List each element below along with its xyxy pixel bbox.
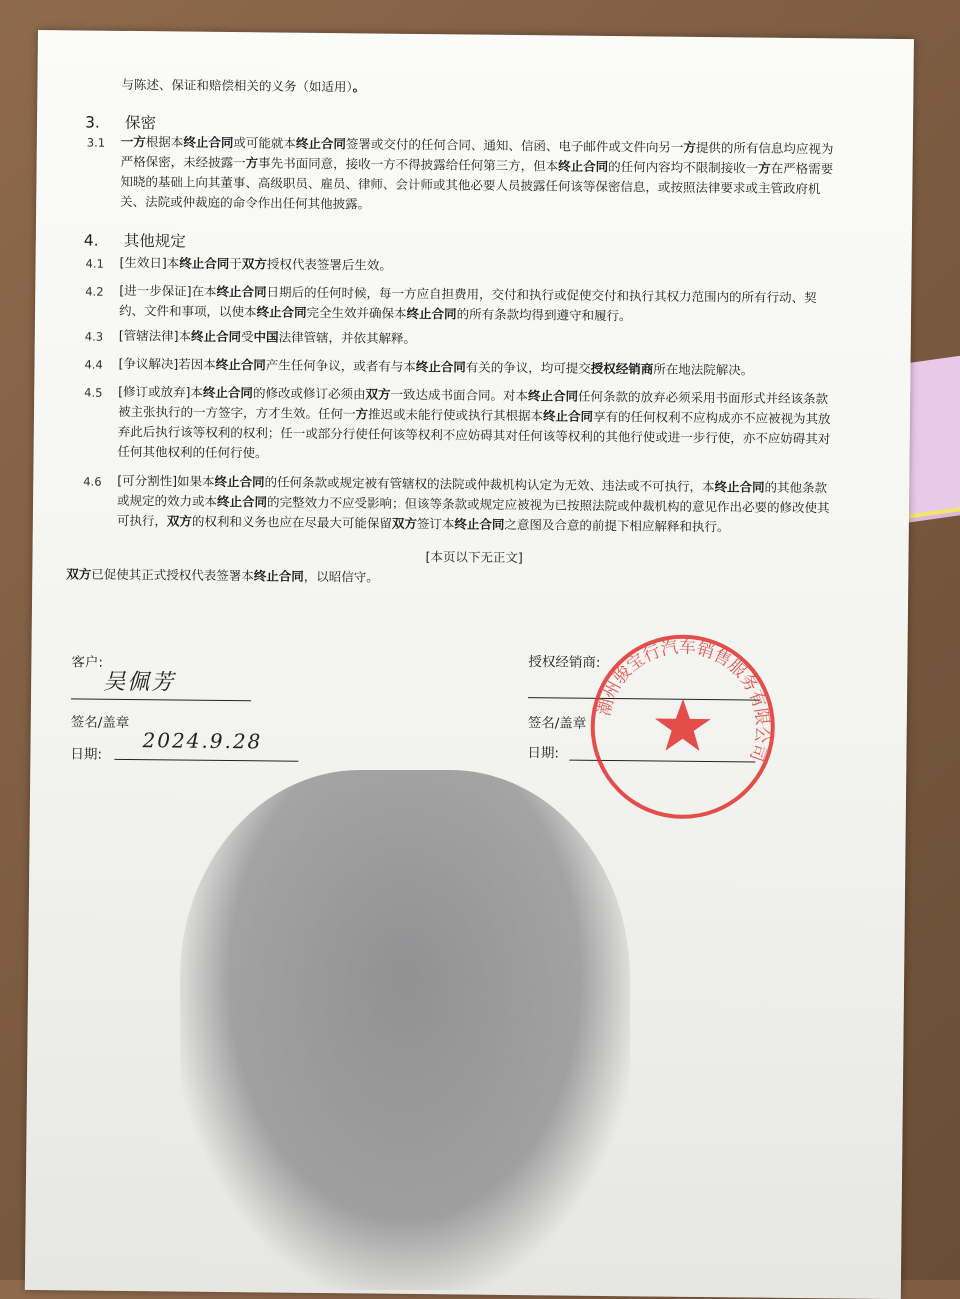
bold-term: 终止合同 — [454, 516, 504, 532]
text-segment: [可分割性]如果本 — [117, 473, 214, 489]
customer-sign-label: 签名/盖章 — [71, 710, 130, 731]
text-segment: 享有的任何权利不应构成亦不应被视为其放 — [593, 409, 831, 426]
clause-3-1-number: 3.1 — [87, 136, 105, 150]
intro-line — [121, 75, 365, 98]
section-3-heading — [85, 110, 156, 133]
section-3-title: 保密 — [125, 114, 156, 132]
text-segment: [争议解决]若因本 — [118, 356, 215, 372]
text-segment: 弃此后执行该等权利的权利；任一或部分行使任何该等权利不应妨碍其对任何该等权利的其他行使或进一步行使，亦不应妨碍其对 — [118, 424, 831, 446]
text-segment: 的权利和义务也应在尽最大可能保留 — [192, 514, 392, 531]
bold-term: 终止合同 — [714, 479, 764, 495]
clause-text — [119, 253, 392, 276]
bold-term: 终止合同 — [543, 408, 593, 424]
text-segment: 的任何条款或规定被有管辖权的法院或仲裁机构认定为无效、违法或不可执行，本 — [264, 474, 714, 494]
section-3-number: 3. — [85, 113, 125, 131]
bold-term: 方 — [246, 155, 259, 170]
bold-term: 方 — [758, 161, 771, 176]
text-segment: 之意图及合意的前提下相应解释和执行。 — [504, 517, 729, 534]
clause-line — [118, 354, 753, 381]
bold-term: 双方 — [365, 386, 390, 401]
clause-number: 4.5 — [84, 386, 102, 400]
text-segment: [进一步保证]在本 — [119, 283, 216, 299]
clause-number: 4.1 — [85, 257, 103, 271]
dealer-label: 授权经销商: — [528, 650, 600, 671]
bold-term: 授权经销商 — [591, 361, 654, 377]
customer-date-line — [114, 759, 298, 762]
text-segment: 产生任何争议，或者有与本 — [266, 357, 416, 374]
text-segment: 授权代表签署后生效。 — [267, 256, 392, 272]
witness-line — [66, 564, 379, 587]
customer-label: 客户: — [71, 650, 103, 670]
bold-term: 终止合同 — [179, 255, 229, 271]
text-segment: 有关的争议，均可提交 — [466, 359, 591, 375]
clause-text — [117, 471, 830, 538]
bold-term: 终止合同 — [216, 284, 266, 300]
customer-signature: 吴佩芳 — [103, 665, 175, 697]
section-4-number: 4. — [84, 231, 124, 249]
text-segment: 于 — [229, 256, 242, 271]
stamp-lettering: 潮州骏宝行汽车销售服务有限公司 — [594, 637, 773, 764]
text-segment: 完全生效并确保本 — [307, 305, 407, 321]
bold-term: 终止合同 — [407, 306, 457, 322]
bold-term: 终止合同 — [416, 359, 466, 375]
text-segment: 提供的所有信息均应视为 — [696, 140, 834, 156]
text-segment: 根据本 — [146, 134, 184, 149]
text-segment: 的完整效力不应受影响；但该等条款或规定应被视为已按照法院或仲裁机构的意见作出必要的修改使其 — [267, 494, 830, 515]
text-segment: 的任何内容均不限制接收一 — [608, 159, 758, 176]
text-segment: [生效日]本 — [119, 255, 179, 271]
text-segment: 或规定的效力或本 — [117, 493, 217, 509]
text-segment: 任何条款的放弃必须采用书面形式并经该条款 — [578, 389, 828, 407]
text-segment: 或可能就本 — [233, 135, 296, 151]
clause-text — [117, 382, 830, 469]
customer-date-value: 2024.9.28 — [142, 728, 262, 753]
text-segment: [管辖法律]本 — [119, 328, 191, 344]
text-segment: 在严格需要 — [771, 161, 834, 177]
dealer-date-label: 日期: — [527, 741, 559, 761]
clause-number: 4.4 — [84, 358, 102, 372]
customer-date-label: 日期: — [70, 742, 102, 762]
customer-signature-line — [71, 698, 251, 701]
bold-term: 一方 — [121, 134, 146, 149]
text-segment: 签署或交付的任何合同、通知、信函、电子邮件或文件向另一 — [346, 136, 684, 155]
text-segment: 事先书面同意，接收一方不得披露给任何第三方，但本 — [258, 155, 558, 173]
text-segment: 知晓的基础上向其董事、高级职员、雇员、律师、会计师或其他必要人员披露任何该等保密信息，或按照法律要求或主管政府机 — [120, 174, 820, 196]
text-segment: 日期后的任何时候，每一方应自担费用，交付和执行或促使交付和执行其权力范围内的所有行动、契 — [266, 284, 816, 305]
clause-text — [119, 281, 817, 328]
text-segment: ，以昭信守。 — [304, 569, 379, 585]
intro-text: 与陈述、保证和赔偿相关的义务（如适用） — [121, 77, 352, 94]
text-segment: 被主张执行的一方签字，方才生效。任何一 — [118, 404, 356, 421]
text-segment: 可执行， — [117, 513, 167, 529]
bold-term: 终止合同 — [217, 494, 267, 510]
hand-shadow — [180, 770, 630, 1290]
page-end-note: [本页以下无正文] — [425, 547, 522, 568]
text-segment: 法律管辖，并依其解释。 — [279, 330, 417, 346]
text-segment: 关、法院或仲裁庭的命令作出任何其他披露。 — [120, 194, 370, 212]
text-segment: 已促使其正式授权代表签署本 — [91, 567, 254, 584]
text-segment: 的修改或修订必须由 — [253, 385, 366, 401]
bold-term: 终止合同 — [528, 388, 578, 404]
text-segment: 任何其他权利的任何行使。 — [118, 444, 268, 461]
bold-term: 终止合同 — [183, 135, 233, 151]
text-segment: 推迟或未能行使或执行其根据本 — [368, 406, 543, 423]
text-segment: 一致达成书面合同。对本 — [390, 387, 528, 403]
bold-term: 终止合同 — [296, 136, 346, 152]
intro-period: 。 — [353, 79, 366, 94]
text-segment: 严格保密，未经披露一 — [121, 154, 246, 170]
clause-text — [118, 354, 753, 381]
clause-number: 4.3 — [85, 330, 103, 344]
bold-term: 双方 — [167, 513, 192, 528]
bold-term: 双方 — [392, 516, 417, 531]
clause-number: 4.6 — [83, 474, 101, 488]
bold-term: 终止合同 — [216, 357, 266, 373]
section-4-heading — [84, 228, 186, 251]
clause-line — [119, 326, 417, 349]
bold-term: 双方 — [242, 256, 267, 271]
text-segment: 签订本 — [417, 516, 455, 531]
clause-number: 4.2 — [85, 285, 103, 299]
text-segment: 约、文件和事项，以使本 — [119, 303, 257, 319]
clause-text — [119, 326, 417, 349]
text-segment: 的所有条款均得到遵守和履行。 — [457, 306, 632, 323]
bold-term: 终止合同 — [191, 329, 241, 345]
bold-term: 终止合同 — [254, 568, 304, 584]
text-segment: 所在地法院解决。 — [653, 361, 753, 377]
bold-term: 终止合同 — [203, 385, 253, 401]
section-4-title: 其他规定 — [124, 232, 186, 251]
bold-term: 方 — [355, 406, 368, 421]
bold-term: 终止合同 — [558, 158, 608, 174]
clause-3-1-text — [120, 132, 833, 219]
bold-term: 终止合同 — [256, 304, 306, 320]
dealer-sign-label: 签名/盖章 — [528, 711, 587, 732]
text-segment: 受 — [241, 329, 254, 344]
text-segment: [修订或放弃]本 — [118, 384, 203, 400]
bold-term: 中国 — [254, 329, 279, 344]
bold-term: 方 — [683, 140, 696, 155]
bold-term: 双方 — [66, 566, 91, 581]
clause-line — [119, 253, 392, 276]
company-seal-stamp — [582, 626, 784, 828]
bold-term: 终止合同 — [214, 474, 264, 490]
text-segment: 的其他条款 — [764, 480, 827, 496]
